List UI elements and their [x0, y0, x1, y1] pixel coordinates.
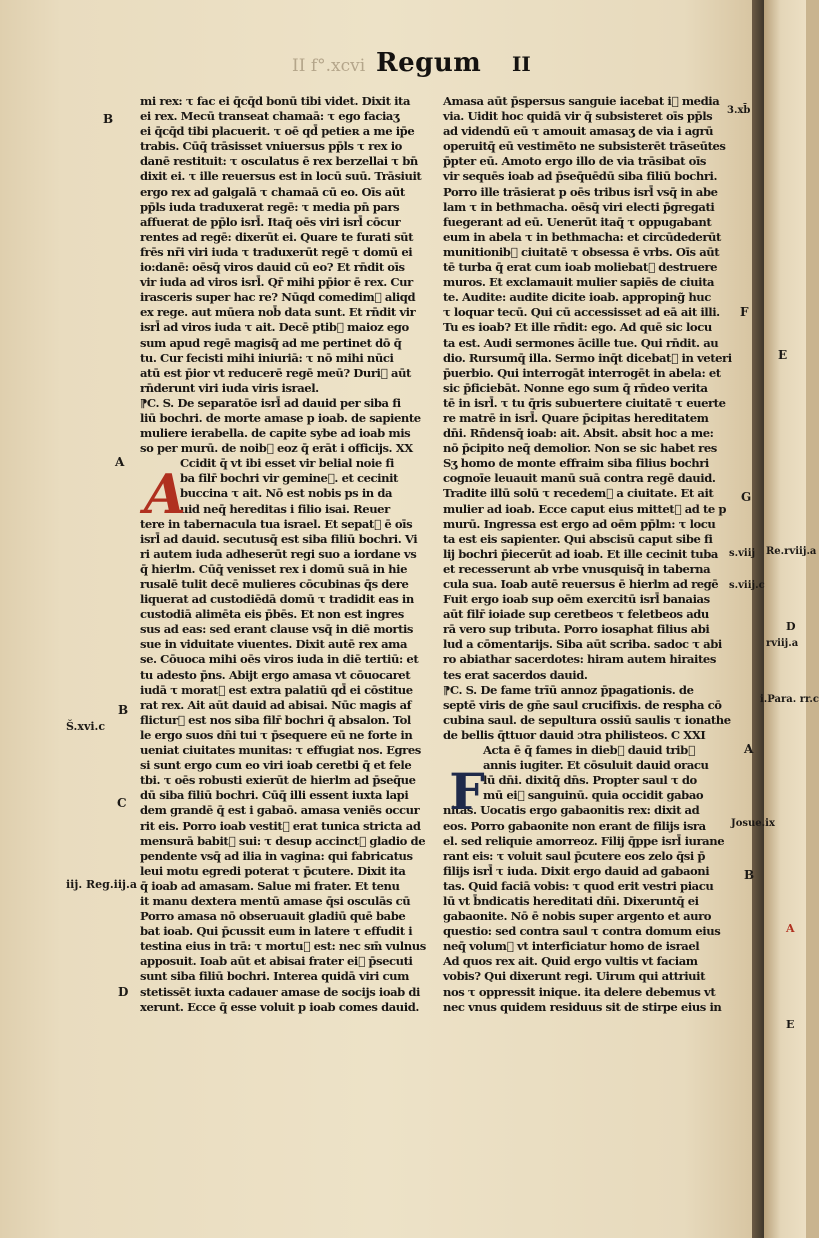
show-through-text: II f°.xcvi	[292, 56, 366, 76]
text-line: annis iugiter. Et cōsuluit dauid oracu	[483, 758, 709, 773]
text-line: muliere ierabella. de capite sybe ad ioab mis	[140, 426, 411, 441]
text-line: trabis. Cūq̄ trāsisset vniuersus pp̄ls τ rex io	[140, 139, 402, 154]
text-line: ta est eis sapienter. Qui abscisū caput sibe fi	[443, 531, 713, 546]
text-line: tu. Cur fecisti mihi iniuriā: τ nō mihi nūci	[140, 350, 394, 365]
text-line: eos. Porro gabaonite non erant de filijs isra	[443, 818, 706, 833]
text-line: se. Cōuoca mihi oēs viros iuda in diē tertiū: et	[140, 652, 419, 667]
margin-reference: s.viij.c	[729, 580, 765, 591]
margin-letter: A	[744, 742, 754, 756]
text-line: p̄pter eū. Amoto ergo illo de via trāsibat oīs	[443, 154, 706, 169]
text-line: via. Uidit hoc quidā vir q̄ subsisteret oīs pp̄ls	[443, 109, 713, 124]
text-line: ⁋C. S. De separatōe isrl̄ ad dauid per siba fi	[140, 395, 401, 410]
text-line: Amasa aūt p̄spersus sanguie iacebat i᷒ media	[443, 94, 720, 108]
text-line: Porro amasa nō obseruauit gladiū quē babe	[140, 909, 406, 924]
text-line: tere in tabernacula tua israel. Et sepat᷒ ē oīs	[140, 516, 413, 531]
margin-letter: A	[115, 455, 125, 469]
text-line: Sʒ homo de monte effraim siba filius bochri	[443, 456, 709, 471]
text-line: dn̄i. Rn̄densq̄ ioab: ait. Absit. absit hoc a me:	[443, 426, 714, 441]
text-line: pp̄ls iuda traduxerat regē: τ media pn̄ pars	[140, 199, 400, 214]
text-line: munitionib᷒ ciuitatē τ obsessa ē vrbs. Oīs aūt	[443, 244, 720, 259]
text-line: lam τ in bethmacha. oēsq̄ viri electi p̄gregati	[443, 199, 715, 214]
running-head: Regum	[376, 48, 482, 78]
text-line: irasceris super hac re? Nūqd comedim᷒ aliqd	[140, 290, 416, 305]
text-line: fuegerant ad eū. Uenerūt itaq̄ τ oppugabant	[443, 214, 712, 229]
text-line: tu adesto p̄ns. Abijt ergo amasa vt cōuocaret	[140, 667, 411, 682]
margin-letter: B	[744, 868, 755, 882]
facing-page-reference: rviij.a	[766, 638, 799, 649]
margin-reference: 3.xb̄	[727, 105, 751, 116]
facing-page-letter: E	[786, 1018, 795, 1031]
facing-page-edge	[764, 0, 806, 1238]
text-line: rn̄derunt viri iuda viris israel.	[140, 380, 319, 395]
text-line: buccina τ ait. Nō est nobis ps in da	[180, 486, 393, 501]
text-line: io:danē: oēsq̄ viros dauid cū eo? Et rn̄dit oīs	[140, 260, 405, 275]
text-line: mensurā babit᷒ sui: τ desup accinct᷒ gladio de	[140, 833, 426, 848]
text-line: vir sequēs ioab ad p̄seq̄uēdū siba filiū bochri.	[443, 169, 718, 184]
text-line: atū est p̄ior vt reducerē regē meū? Duri᷒ aūt	[140, 365, 411, 380]
text-line: septē viris de gn̄e saul crucifixis. de respha cō	[443, 697, 722, 712]
text-line: ⁋C. S. De fame trīū annoz p̄pagationis. de	[443, 682, 694, 697]
text-line: danē restituit: τ osculatus ē rex berzellai τ bn̄	[140, 154, 418, 169]
text-line: muros. Et exclamauit mulier sapiēs de ciuita	[443, 275, 715, 290]
text-line: Tradite illū solū τ recedem᷒ a ciuitate. Et ait	[443, 486, 714, 501]
text-line: rat rex. Ait aūt dauid ad abisai. Nūc magis af	[140, 697, 412, 712]
text-line: q̄ ioab ad amasam. Salue mi frater. Et tenu	[140, 878, 400, 893]
text-line: stetissēt iuxta cadauer amase de socijs ioab di	[140, 984, 421, 999]
text-line: lū vt b̄ndicatis hereditati dn̄i. Dixeruntq̄ ei	[443, 893, 699, 908]
text-line: et recesserunt ab vrbe vnusquisq̄ in taberna	[443, 561, 711, 576]
text-line: Porro ille trāsierat p oēs tribus isrl̄ vsq̄ in abe	[443, 184, 718, 199]
text-line: tbi. τ oēs robusti exierūt de hierlm ad p̄seq̄ue	[140, 773, 416, 788]
text-line: mulier ad ioab. Ecce caput eius mittet᷒ ad te p	[443, 501, 727, 516]
text-line: liquerat ad custodiēdā domū τ tradidit eas in	[140, 592, 414, 607]
text-line: liū bochri. de morte amase p ioab. de sapiente	[140, 410, 421, 425]
text-line: lū dn̄i. dixitq̄ dn̄s. Propter saul τ do	[483, 773, 697, 788]
text-line: ri autem iuda adheserūt regi suo a iordane vs	[140, 546, 417, 561]
decorated-initial-a: A	[144, 462, 186, 526]
text-line: neq̄ volum᷒ vt interficiatur homo de israel	[443, 939, 700, 954]
text-line: ei q̄cq̄d tibi placuerit. τ oē qd̄ petieʀ a me ip̄e	[140, 124, 415, 139]
text-line: ad videndū eū τ amouit amasaʒ de via i agrū	[443, 124, 714, 139]
text-line: tē turba q̄ erat cum ioab moliebat᷒ destruere	[443, 260, 717, 275]
left-text-column	[140, 94, 432, 1015]
text-line: sic p̄ficiebāt. Nonne ego sum q̄ rn̄deo verita	[443, 380, 708, 395]
text-line: mi rex: τ fac ei q̄cq̄d bonū tibi videt. Dixit ita	[140, 94, 411, 108]
text-line: dio. Rursumq̄ illa. Sermo inq̄t dicebat᷒ in veteri	[443, 350, 732, 365]
text-line: filijs isrl̄ τ iuda. Dixit ergo dauid ad gabaoni	[443, 863, 710, 878]
text-line: tas. Quid faciā vobis: τ quod erit vestri piacu	[443, 878, 714, 893]
text-line: nos τ oppressit inique. ita delere debemus vt	[443, 984, 716, 999]
right-text-column	[443, 94, 735, 1015]
decorated-initial-f: F	[449, 762, 485, 821]
text-line: it manu dextera mentū amase q̄si osculās cū	[140, 893, 411, 908]
text-line: gabaonite. Nō ē nobis super argento et auro	[443, 909, 712, 924]
text-line: murū. Ingressa est ergo ad oēm pp̄lm: τ locu	[443, 516, 716, 531]
text-line: rant eis: τ voluit saul p̄cutere eos zelo q̄si p̄	[443, 848, 706, 863]
text-line: ro abiathar sacerdotes: hiram autem hiraites	[443, 652, 716, 667]
facing-page-reference: Re.rviij.a	[766, 546, 817, 557]
text-line: sunt siba filiū bochri. Interea quidā viri cum	[140, 969, 409, 984]
text-line: vobis? Qui dixerunt regi. Uirum qui attriuit	[443, 969, 705, 984]
text-line: cubina saul. de sepultura ossiū saulis τ ionathe	[443, 712, 731, 727]
margin-letter: E	[778, 348, 788, 362]
margin-letter: B	[118, 703, 129, 717]
text-line: de bellis q̄ttuor dauid ɔtra philisteos. C XXI	[443, 727, 706, 742]
text-line: re matrē in isrl̄. Quare p̄cipitas hereditatem	[443, 410, 709, 425]
text-line: flictur᷒ est nos siba filr̄ bochri q̄ absalon. Tol	[140, 712, 411, 727]
text-line: cognoīe leuauit manū suā contra regē dauid.	[443, 471, 716, 486]
text-line: si sunt ergo cum eo viri ioab ceretbi q̄ et fele	[140, 758, 412, 773]
folio-number: II	[512, 52, 531, 76]
text-line: ergo rex ad galgalā τ chamaā cū eo. Oīs aūt	[140, 184, 405, 199]
text-line: Fuit ergo ioab sup oēm exercitū isrl̄ banaias	[443, 592, 710, 607]
text-line: rusalē tulit decē mulieres cōcubinas q̄s dere	[140, 577, 409, 591]
text-line: τ loquar tecū. Qui cū accessisset ad eā ait illi.	[443, 305, 720, 320]
text-line: el. sed reliquie amorreoz. Filij q̄ppe isrl̄ iurane	[443, 833, 725, 848]
margin-letter: F	[740, 305, 749, 319]
text-line: sum apud regē magisq̄ ad me pertinet dō q̄	[140, 335, 402, 350]
text-line: ueniat ciuitates munitas: τ effugiat nos. Egres	[140, 743, 421, 758]
text-line: pendente vsq̄ ad ilia in vagina: qui fabricatus	[140, 848, 413, 863]
text-line: nitas. Uocatis ergo gabaonitis rex: dixit ad	[443, 803, 700, 818]
text-line: aūt filr̄ ioiade sup ceretbeos τ feletbeos adu	[443, 607, 709, 622]
text-line: ta est. Audi sermones ācille tue. Qui rn̄dit. au	[443, 335, 719, 350]
text-line: isrl̄ ad dauid. secutusq̄ est siba filiū bochri. Vi	[140, 531, 418, 546]
text-line: iudā τ morat᷒ est extra palatiū qd̄ ei cōstitue	[140, 682, 413, 697]
text-line: rā vero sup tributa. Porro iosaphat filius abi	[443, 622, 710, 637]
margin-letter: B	[103, 112, 114, 126]
text-line: mū ei᷒ sanguinū. quia occidit gabao	[483, 788, 704, 803]
text-line: dū siba filiū bochri. Cūq̄ illi essent iuxta lapi	[140, 788, 409, 803]
text-line: Acta ē q̄ fames in dieb᷒ dauid trib᷒	[483, 743, 695, 758]
text-line: lud a cōmentarijs. Siba aūt scriba. sadoc τ abi	[443, 637, 722, 652]
text-line: Tu es ioab? Et ille rn̄dit: ego. Ad quē sic locu	[443, 320, 712, 335]
text-line: dem grandē q̄ est i gabaō. amasa veniēs occur	[140, 803, 420, 818]
margin-letter: D	[118, 985, 129, 999]
text-line: te. Audite: audite dicite ioab. approping̃ huc	[443, 290, 711, 305]
text-line: uid neq̄ hereditas i filio isai. Reuer	[180, 501, 390, 516]
text-line: rentes ad regē: dixerūt ei. Quare te furati sūt	[140, 229, 414, 244]
text-line: ex rege. aut mūera nob̄ data sunt. Et rn̄dit vir	[140, 305, 416, 320]
text-line: tes erat sacerdos dauid.	[443, 667, 588, 682]
text-line: lij bochri p̄iecerūt ad ioab. Et ille cecinit tuba	[443, 546, 718, 561]
facing-page-letter: A	[786, 922, 795, 935]
text-line: isrl̄ ad viros iuda τ ait. Decē ptib᷒ maioz ego	[140, 320, 409, 335]
text-line: so per murū. de noib᷒ eoz q̄ erāt i officijs. XX	[140, 441, 413, 456]
facing-page-letter: D	[786, 620, 796, 633]
text-line: q̄ hierlm. Cūq̄ venisset rex i domū suā in hie	[140, 561, 408, 576]
margin-reference: iij. Reg.iij.a	[66, 878, 137, 891]
facing-page-reference: i.Para. rr.c	[760, 694, 819, 705]
margin-reference: Š.xvi.c	[66, 720, 106, 733]
text-line: le ergo suos dn̄i tui τ p̄sequere eū ne forte in	[140, 727, 413, 742]
margin-reference: Josue.ix	[731, 818, 775, 829]
text-line: leui motu egredi poterat τ p̄cutere. Dixit ita	[140, 863, 406, 878]
margin-letter: C	[117, 796, 127, 810]
text-line: eum in abela τ in bethmacha: et circūdederūt	[443, 229, 721, 244]
text-line: apposuit. Ioab aūt et abisai frater ei᷒ p̄secuti	[140, 954, 413, 969]
text-line: testina eius in trā: τ mortu᷒ est: nec sm̄ vulnus	[140, 939, 426, 954]
text-line: cula sua. Ioab autē reuersus ē hierlm ad regē	[443, 577, 719, 591]
text-line: ei rex. Mecū transeat chamaā: τ ego faciaʒ	[140, 109, 400, 124]
text-line: questio: sed contra saul τ contra domum eius	[443, 924, 721, 939]
text-line: p̄uerbio. Qui interrogāt interrogēt in abela: et	[443, 365, 721, 380]
text-line: vir iuda ad viros isrl̄. Qr̄ mihi pp̄ior ē rex. Cur	[140, 275, 413, 290]
text-line: custodiā alimēta eis p̄bēs. Et non est ingres	[140, 607, 404, 622]
text-line: sue in viduitate viuentes. Dixit autē rex ama	[140, 637, 408, 652]
text-line: rit eis. Porro ioab vestit᷒ erat tunica stricta ad	[140, 818, 421, 833]
text-line: xerunt. Ecce q̄ esse voluit p ioab comes dauid.	[140, 999, 419, 1014]
margin-reference: s.viij	[729, 548, 756, 559]
text-line: nec vnus quidem residuus sit de stirpe eius in	[443, 999, 722, 1014]
text-line: dixit ei. τ ille reuersus est in locū suū. Trāsiuit	[140, 169, 422, 184]
text-line: nō p̄cipito neq̄ demolior. Non se sic habet res	[443, 441, 717, 456]
text-line: affuerat de pp̄lo isrl̄. Itaq̄ oēs viri isrl̄ cōcur	[140, 214, 401, 229]
text-line: Ccidit q̄ vt ibi esset vir belial noie fi	[180, 456, 394, 471]
text-line: tē in isrl̄. τ tu q̄ris subuertere ciuitatē τ euerte	[443, 395, 726, 410]
margin-letter: G	[741, 490, 752, 504]
text-line: bat ioab. Qui p̄cussit eum in latere τ effudit i	[140, 924, 413, 939]
text-line: operuitq̄ eū vestimēto ne subsisterēt trāseūtes	[443, 139, 726, 154]
text-line: sus ad eas: sed erant clause vsq̄ in diē mortis	[140, 622, 414, 637]
text-line: frēs nr̄i viri iuda τ traduxerūt regē τ domū ei	[140, 244, 413, 259]
text-line: ba filr̄ bochri vir gemine᷒. et cecinit	[180, 471, 398, 486]
text-line: Ad quos rex ait. Quid ergo vultis vt faciam	[443, 954, 698, 969]
